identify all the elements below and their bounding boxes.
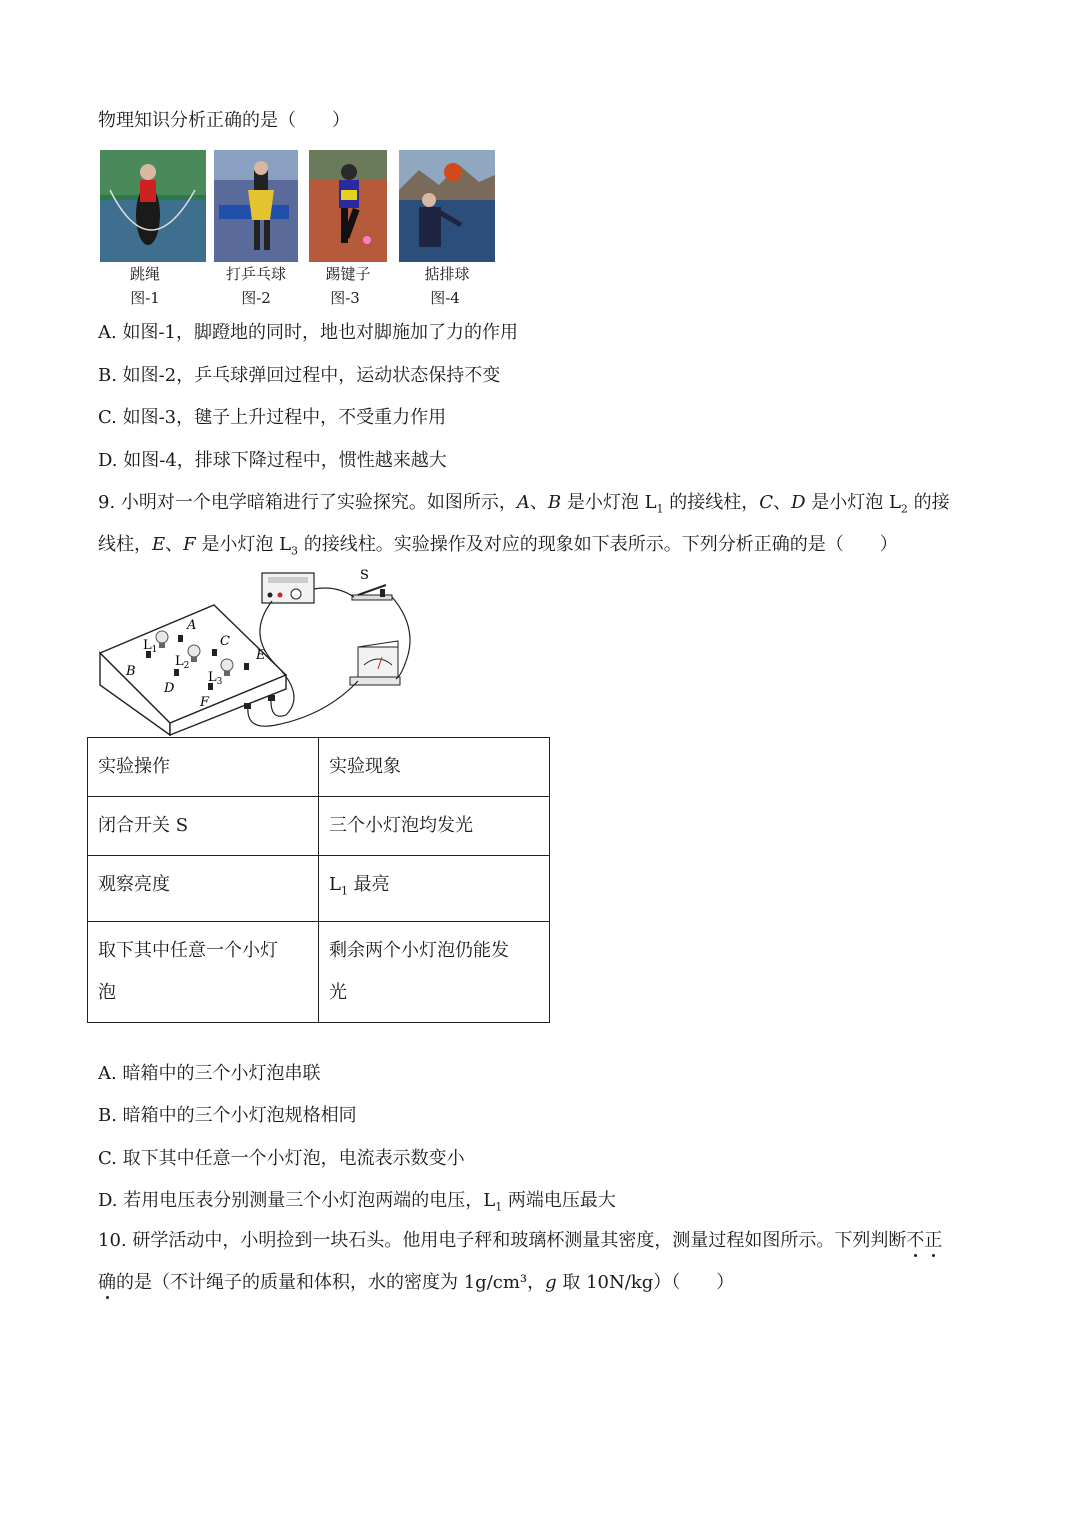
- figure-3-shuttlecock-photo: [309, 150, 387, 262]
- figure-3-caption: 踢键子: [325, 265, 371, 283]
- q8-option-c[interactable]: C. 如图-3，毽子上升过程中，不受重力作用: [98, 407, 447, 428]
- q10-stem-line1: 10. 研学活动中，小明捡到一块石头。他用电子秤和玻璃杯测量其密度，测量过程如图所示。下列判断不 正: [98, 1229, 942, 1253]
- q8-figures: [100, 150, 500, 310]
- bulb-l3-label: $L_3$: [208, 670, 223, 687]
- experiment-table: [87, 737, 550, 1023]
- bulb-l2-label: $L_2$: [175, 654, 190, 671]
- terminal-b-label: B: [126, 664, 136, 679]
- q8-option-a[interactable]: A. 如图-1，脚蹬地的同时，地也对脚施加了力的作用: [98, 322, 518, 343]
- q8-stem: 物理知识分析正确的是（ ）: [98, 110, 350, 131]
- switch-label: S: [360, 568, 369, 583]
- table-cell: 剩余两个小灯泡仍能发 光: [319, 921, 550, 1022]
- ammeter-icon: [350, 641, 400, 685]
- table-cell: 观察亮度: [88, 856, 319, 922]
- terminal-a-label: A: [187, 618, 197, 633]
- bulb-l1-label: $L_1$: [143, 638, 158, 655]
- table-cell: 闭合开关 S: [88, 797, 319, 856]
- terminal-c-label: C: [220, 634, 230, 649]
- q9-option-d[interactable]: D. 若用电压表分别测量三个小灯泡两端的电压，$L_1$ 两端电压最大: [98, 1190, 616, 1214]
- q9-option-c[interactable]: C. 取下其中任意一个小灯泡，电流表示数变小: [98, 1148, 465, 1169]
- figure-1-caption: 跳绳: [129, 265, 160, 283]
- terminal-f-label: F: [200, 695, 210, 710]
- figure-2-table-tennis-photo: [214, 150, 298, 262]
- figure-2-caption: 打乒乓球: [225, 265, 286, 283]
- power-supply-icon: [262, 573, 314, 603]
- q9-option-a[interactable]: A. 暗箱中的三个小灯泡串联: [98, 1063, 321, 1084]
- figure-1-label: 图-1: [130, 289, 160, 307]
- circuit-blackbox-diagram: [96, 565, 426, 737]
- figure-4-caption: 掂排球: [424, 265, 470, 283]
- q8-option-b[interactable]: B. 如图-2，乒乓球弹回过程中，运动状态保持不变: [98, 365, 501, 386]
- table-header-operation: 实验操作: [88, 738, 319, 797]
- q9-option-b[interactable]: B. 暗箱中的三个小灯泡规格相同: [98, 1105, 357, 1126]
- terminal-e-label: E: [256, 648, 266, 663]
- q8-option-d[interactable]: D. 如图-4，排球下降过程中，惯性越来越大: [98, 450, 447, 471]
- switch-icon: [352, 585, 392, 600]
- figure-4-volleyball-photo: [399, 150, 495, 262]
- figure-3-label: 图-3: [330, 289, 360, 307]
- table-cell: $L_1$ 最亮: [319, 856, 550, 922]
- terminal-d-label: D: [164, 681, 175, 696]
- q9-stem-line1: 9. 小明对一个电学暗箱进行了实验探究。如图所示，A、B 是小灯泡 $L_1$ 的接线柱，C、D 是小灯泡 $L_2$ 的接: [98, 492, 950, 516]
- table-header-phenomenon: 实验现象: [319, 738, 550, 797]
- q10-stem-line2: 确 的是（不计绳子的质量和体积，水的密度为 1g/cm³，g 取 10N/kg）（ ）: [98, 1271, 734, 1295]
- figure-2-label: 图-2: [241, 289, 271, 307]
- table-cell: 三个小灯泡均发光: [319, 797, 550, 856]
- q9-stem-line2: 线柱，E、F 是小灯泡 $L_3$ 的接线柱。实验操作及对应的现象如下表所示。下列分析正确的是（ ）: [98, 534, 898, 558]
- figure-1-jump-rope-photo: [100, 150, 206, 262]
- table-cell: 取下其中任意一个小灯 泡: [88, 921, 319, 1022]
- figure-4-label: 图-4: [430, 289, 460, 307]
